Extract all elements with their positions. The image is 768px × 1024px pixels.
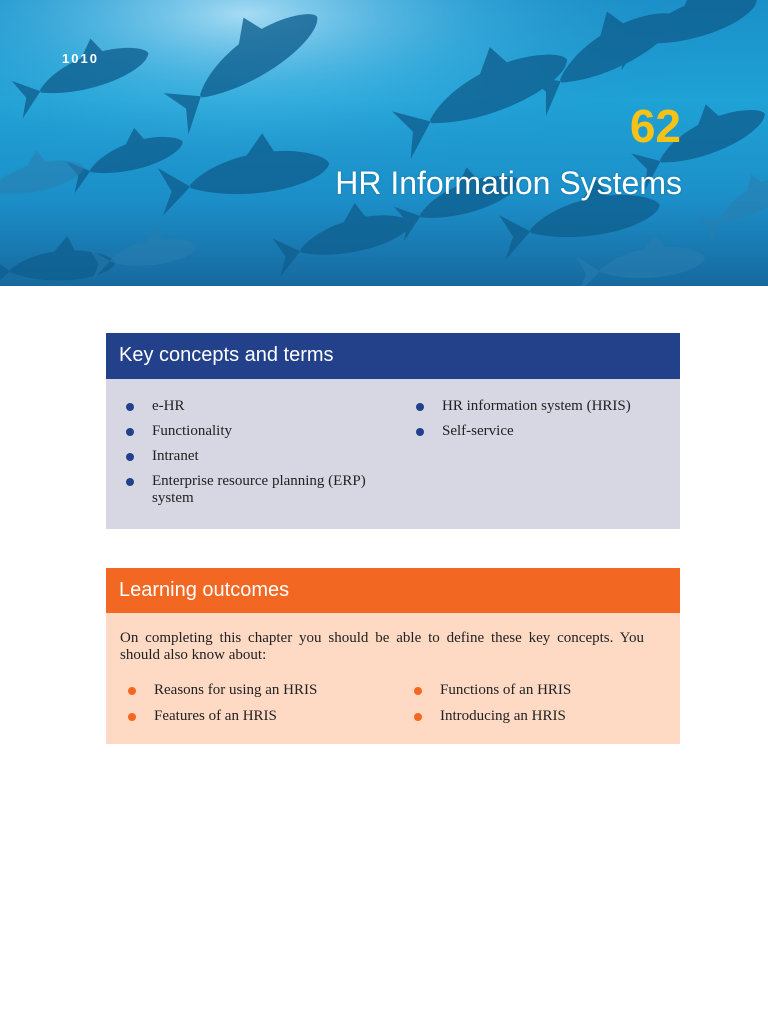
bullet-icon xyxy=(128,687,136,695)
list-item-text: Intranet xyxy=(152,448,199,464)
bullet-icon xyxy=(126,453,134,461)
list-item xyxy=(124,448,386,465)
bullet-icon xyxy=(128,713,136,721)
key-concepts-body xyxy=(106,379,680,529)
chapter-title: HR Information Systems xyxy=(335,165,682,201)
bullet-icon xyxy=(126,403,134,411)
learning-outcomes-intro: On completing this chapter you should be able to define these key concepts. You should also know about: xyxy=(120,630,644,663)
list-item xyxy=(412,708,672,725)
list-item xyxy=(124,423,386,440)
list-item-text: Enterprise resource planning (ERP) system xyxy=(152,473,366,506)
list-item-text: Introducing an HRIS xyxy=(440,708,566,724)
list-item-text: Functionality xyxy=(152,423,232,439)
list-item-text: Features of an HRIS xyxy=(154,708,277,724)
list-item xyxy=(126,708,386,725)
bullet-icon xyxy=(414,713,422,721)
learning-outcomes-list-left xyxy=(126,682,386,734)
list-item xyxy=(414,423,674,440)
key-concepts-list-left xyxy=(124,398,386,515)
list-item-text: Self-service xyxy=(442,423,514,439)
key-concepts-heading: Key concepts and terms xyxy=(106,333,680,379)
key-concepts-list-right xyxy=(414,398,674,448)
chapter-number: 62 xyxy=(629,100,681,152)
list-item xyxy=(414,398,674,415)
list-item-text: Reasons for using an HRIS xyxy=(154,682,318,698)
bullet-icon xyxy=(416,403,424,411)
learning-outcomes-heading: Learning outcomes xyxy=(106,568,680,613)
chapter-banner xyxy=(0,0,768,286)
bullet-icon xyxy=(414,687,422,695)
page-number: 1010 xyxy=(62,51,99,66)
bullet-icon xyxy=(126,428,134,436)
key-concepts-box xyxy=(106,333,680,529)
list-item xyxy=(124,398,386,415)
learning-outcomes-box xyxy=(106,568,680,744)
learning-outcomes-body xyxy=(106,613,680,744)
bullet-icon xyxy=(126,478,134,486)
list-item-text: Functions of an HRIS xyxy=(440,682,572,698)
learning-outcomes-list-right xyxy=(412,682,672,734)
list-item-text: HR information system (HRIS) xyxy=(442,398,631,414)
list-item xyxy=(412,682,672,699)
list-item xyxy=(126,682,386,699)
list-item-text: e-HR xyxy=(152,398,185,414)
bullet-icon xyxy=(416,428,424,436)
list-item xyxy=(124,473,386,507)
